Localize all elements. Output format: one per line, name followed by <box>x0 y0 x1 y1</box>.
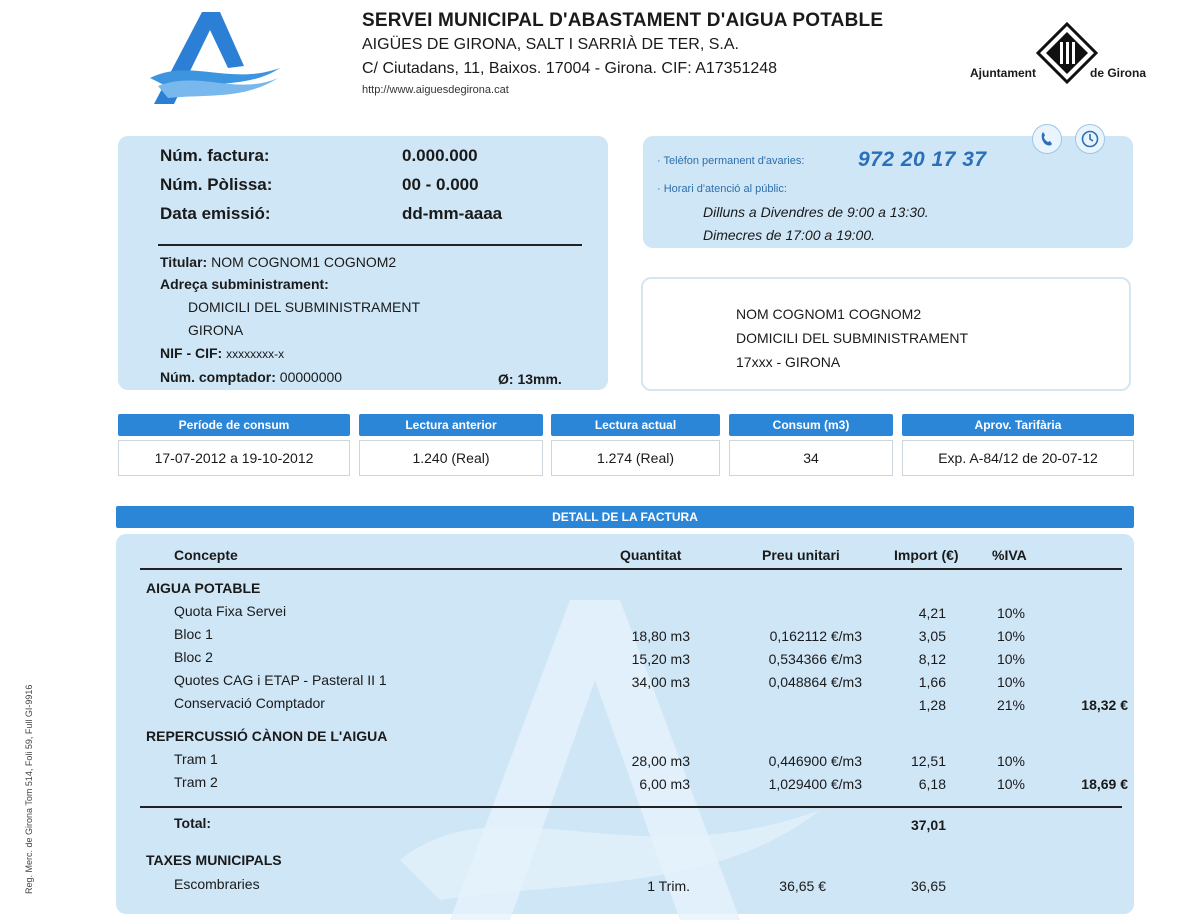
nif-label: NIF - CIF: <box>160 345 223 361</box>
city-hall-label-right: de Girona <box>1090 66 1147 80</box>
line-item-price: 1,029400 €/m3 <box>768 776 862 792</box>
line-item-import: 3,05 <box>918 628 946 644</box>
value-consumption-m3: 34 <box>729 440 893 476</box>
supply-address-line2: GIRONA <box>188 322 244 338</box>
header-company: AIGÜES DE GIRONA, SALT I SARRIÀ DE TER, S.A. <box>362 36 739 53</box>
supply-address-line1: DOMICILI DEL SUBMINISTRAMENT <box>188 299 421 315</box>
line-item-vat: 10% <box>996 674 1026 690</box>
info-divider <box>158 244 582 246</box>
line-item-import: 12,51 <box>910 753 946 769</box>
line-item-quantity: 28,00 m3 <box>631 753 690 769</box>
header-tariff-approval: Aprov. Tarifària <box>902 414 1134 436</box>
total-label: Total: <box>174 815 212 831</box>
col-vat: %IVA <box>992 547 1027 563</box>
section-subtotal: 18,69 € <box>1081 776 1128 792</box>
line-item-price: 0,534366 €/m3 <box>768 651 862 667</box>
header-previous-reading: Lectura anterior <box>359 414 543 436</box>
line-item-name: Tram 2 <box>174 774 218 790</box>
clock-icon <box>1075 124 1105 154</box>
issue-date-label: Data emissió: <box>160 204 271 223</box>
line-item-price: 0,162112 €/m3 <box>769 628 862 644</box>
supply-address-label: Adreça subministrament: <box>160 276 329 292</box>
line-item-vat: 10% <box>996 753 1026 769</box>
line-item-import: 8,12 <box>918 651 946 667</box>
detail-header-rule <box>140 568 1122 570</box>
line-item-vat: 10% <box>996 651 1026 667</box>
phone-icon <box>1032 124 1062 154</box>
phone-label: · Telèfon permanent d'avaries: <box>657 155 805 167</box>
header-title: SERVEI MUNICIPAL D'ABASTAMENT D'AIGUA POTABLE <box>362 10 884 31</box>
col-unit-price: Preu unitari <box>762 547 840 563</box>
recipient-city: 17xxx - GIRONA <box>736 354 841 370</box>
col-quantity: Quantitat <box>620 547 682 563</box>
line-item-quantity: 1 Trim. <box>647 878 690 894</box>
section-municipal-taxes: TAXES MUNICIPALS <box>146 852 282 868</box>
line-item-vat: 21% <box>996 697 1026 713</box>
detail-title-bar: DETALL DE LA FACTURA <box>116 506 1134 528</box>
col-concept: Concepte <box>174 547 238 563</box>
line-item-quantity: 18,80 m3 <box>631 628 690 644</box>
line-item-name: Bloc 2 <box>174 649 213 665</box>
line-item-vat: 10% <box>996 628 1026 644</box>
meter-value: 00000000 <box>279 369 343 385</box>
line-item-import: 1,66 <box>918 674 946 690</box>
nif-row <box>160 345 284 361</box>
hours-wednesday: Dimecres de 17:00 a 19:00. <box>703 227 875 243</box>
city-hall-label-left: Ajuntament <box>970 66 1036 80</box>
girona-city-seal-icon <box>1036 22 1098 84</box>
line-item-import: 1,28 <box>918 697 946 713</box>
section-subtotal: 18,32 € <box>1081 697 1128 713</box>
meter-label: Núm. comptador: <box>160 369 276 385</box>
line-item-name: Conservació Comptador <box>174 695 325 711</box>
invoice-number-label: Núm. factura: <box>160 146 270 165</box>
header-consumption-period: Període de consum <box>118 414 350 436</box>
line-item-name: Quotes CAG i ETAP - Pasteral II 1 <box>174 672 387 688</box>
section-water-levy: REPERCUSSIÓ CÀNON DE L'AIGUA <box>146 728 388 744</box>
section-drinking-water: AIGUA POTABLE <box>146 580 261 596</box>
policy-number-label: Núm. Pòlissa: <box>160 175 273 194</box>
policy-number-value: 00 - 0.000 <box>402 175 479 194</box>
recipient-street: DOMICILI DEL SUBMINISTRAMENT <box>736 330 969 346</box>
col-import: Import (€) <box>894 547 959 563</box>
emergency-phone[interactable]: 972 20 17 37 <box>858 148 987 171</box>
total-value: 37,01 <box>910 817 946 833</box>
line-item-quantity: 6,00 m3 <box>639 776 690 792</box>
line-item-quantity: 15,20 m3 <box>631 651 690 667</box>
line-item-name: Escombraries <box>174 876 260 892</box>
value-previous-reading: 1.240 (Real) <box>359 440 543 476</box>
header-website[interactable]: http://www.aiguesdegirona.cat <box>362 84 509 96</box>
line-item-vat: 10% <box>996 776 1026 792</box>
registry-note-text: Reg. Merc. de Girona Tom 514, Foli 59, Full GI-9916 <box>24 684 34 894</box>
value-current-reading: 1.274 (Real) <box>551 440 720 476</box>
line-item-price: 0,048864 €/m3 <box>768 674 862 690</box>
line-item-quantity: 34,00 m3 <box>631 674 690 690</box>
nif-value: xxxxxxxx-x <box>226 347 285 361</box>
value-consumption-period: 17-07-2012 a 19-10-2012 <box>118 440 350 476</box>
total-rule <box>140 806 1122 808</box>
value-tariff-approval: Exp. A-84/12 de 20-07-12 <box>902 440 1134 476</box>
hours-label: · Horari d'atenció al públic: <box>657 183 787 195</box>
holder-value: NOM COGNOM1 COGNOM2 <box>211 254 397 270</box>
line-item-name: Bloc 1 <box>174 626 213 642</box>
hours-weekdays: Dilluns a Divendres de 9:00 a 13:30. <box>703 204 929 220</box>
line-item-import: 36,65 <box>910 878 946 894</box>
aigues-girona-logo <box>140 8 290 108</box>
line-item-import: 4,21 <box>918 605 946 621</box>
header-consumption-m3: Consum (m3) <box>729 414 893 436</box>
holder-label: Titular: <box>160 254 208 270</box>
meter-diameter: Ø: 13mm. <box>498 371 562 387</box>
holder-row <box>160 254 396 270</box>
header-address: C/ Ciutadans, 11, Baixos. 17004 - Girona. CIF: A17351248 <box>362 60 778 77</box>
line-item-vat: 10% <box>996 605 1026 621</box>
registry-note <box>16 636 40 896</box>
invoice-number-value: 0.000.000 <box>402 146 478 165</box>
issue-date-value: dd-mm-aaaa <box>402 204 503 223</box>
recipient-name: NOM COGNOM1 COGNOM2 <box>736 306 922 322</box>
line-item-price: 36,65 € <box>779 878 826 894</box>
header-current-reading: Lectura actual <box>551 414 720 436</box>
line-item-import: 6,18 <box>918 776 946 792</box>
line-item-name: Quota Fixa Servei <box>174 603 287 619</box>
line-item-name: Tram 1 <box>174 751 218 767</box>
line-item-price: 0,446900 €/m3 <box>768 753 862 769</box>
meter-row <box>160 369 342 385</box>
